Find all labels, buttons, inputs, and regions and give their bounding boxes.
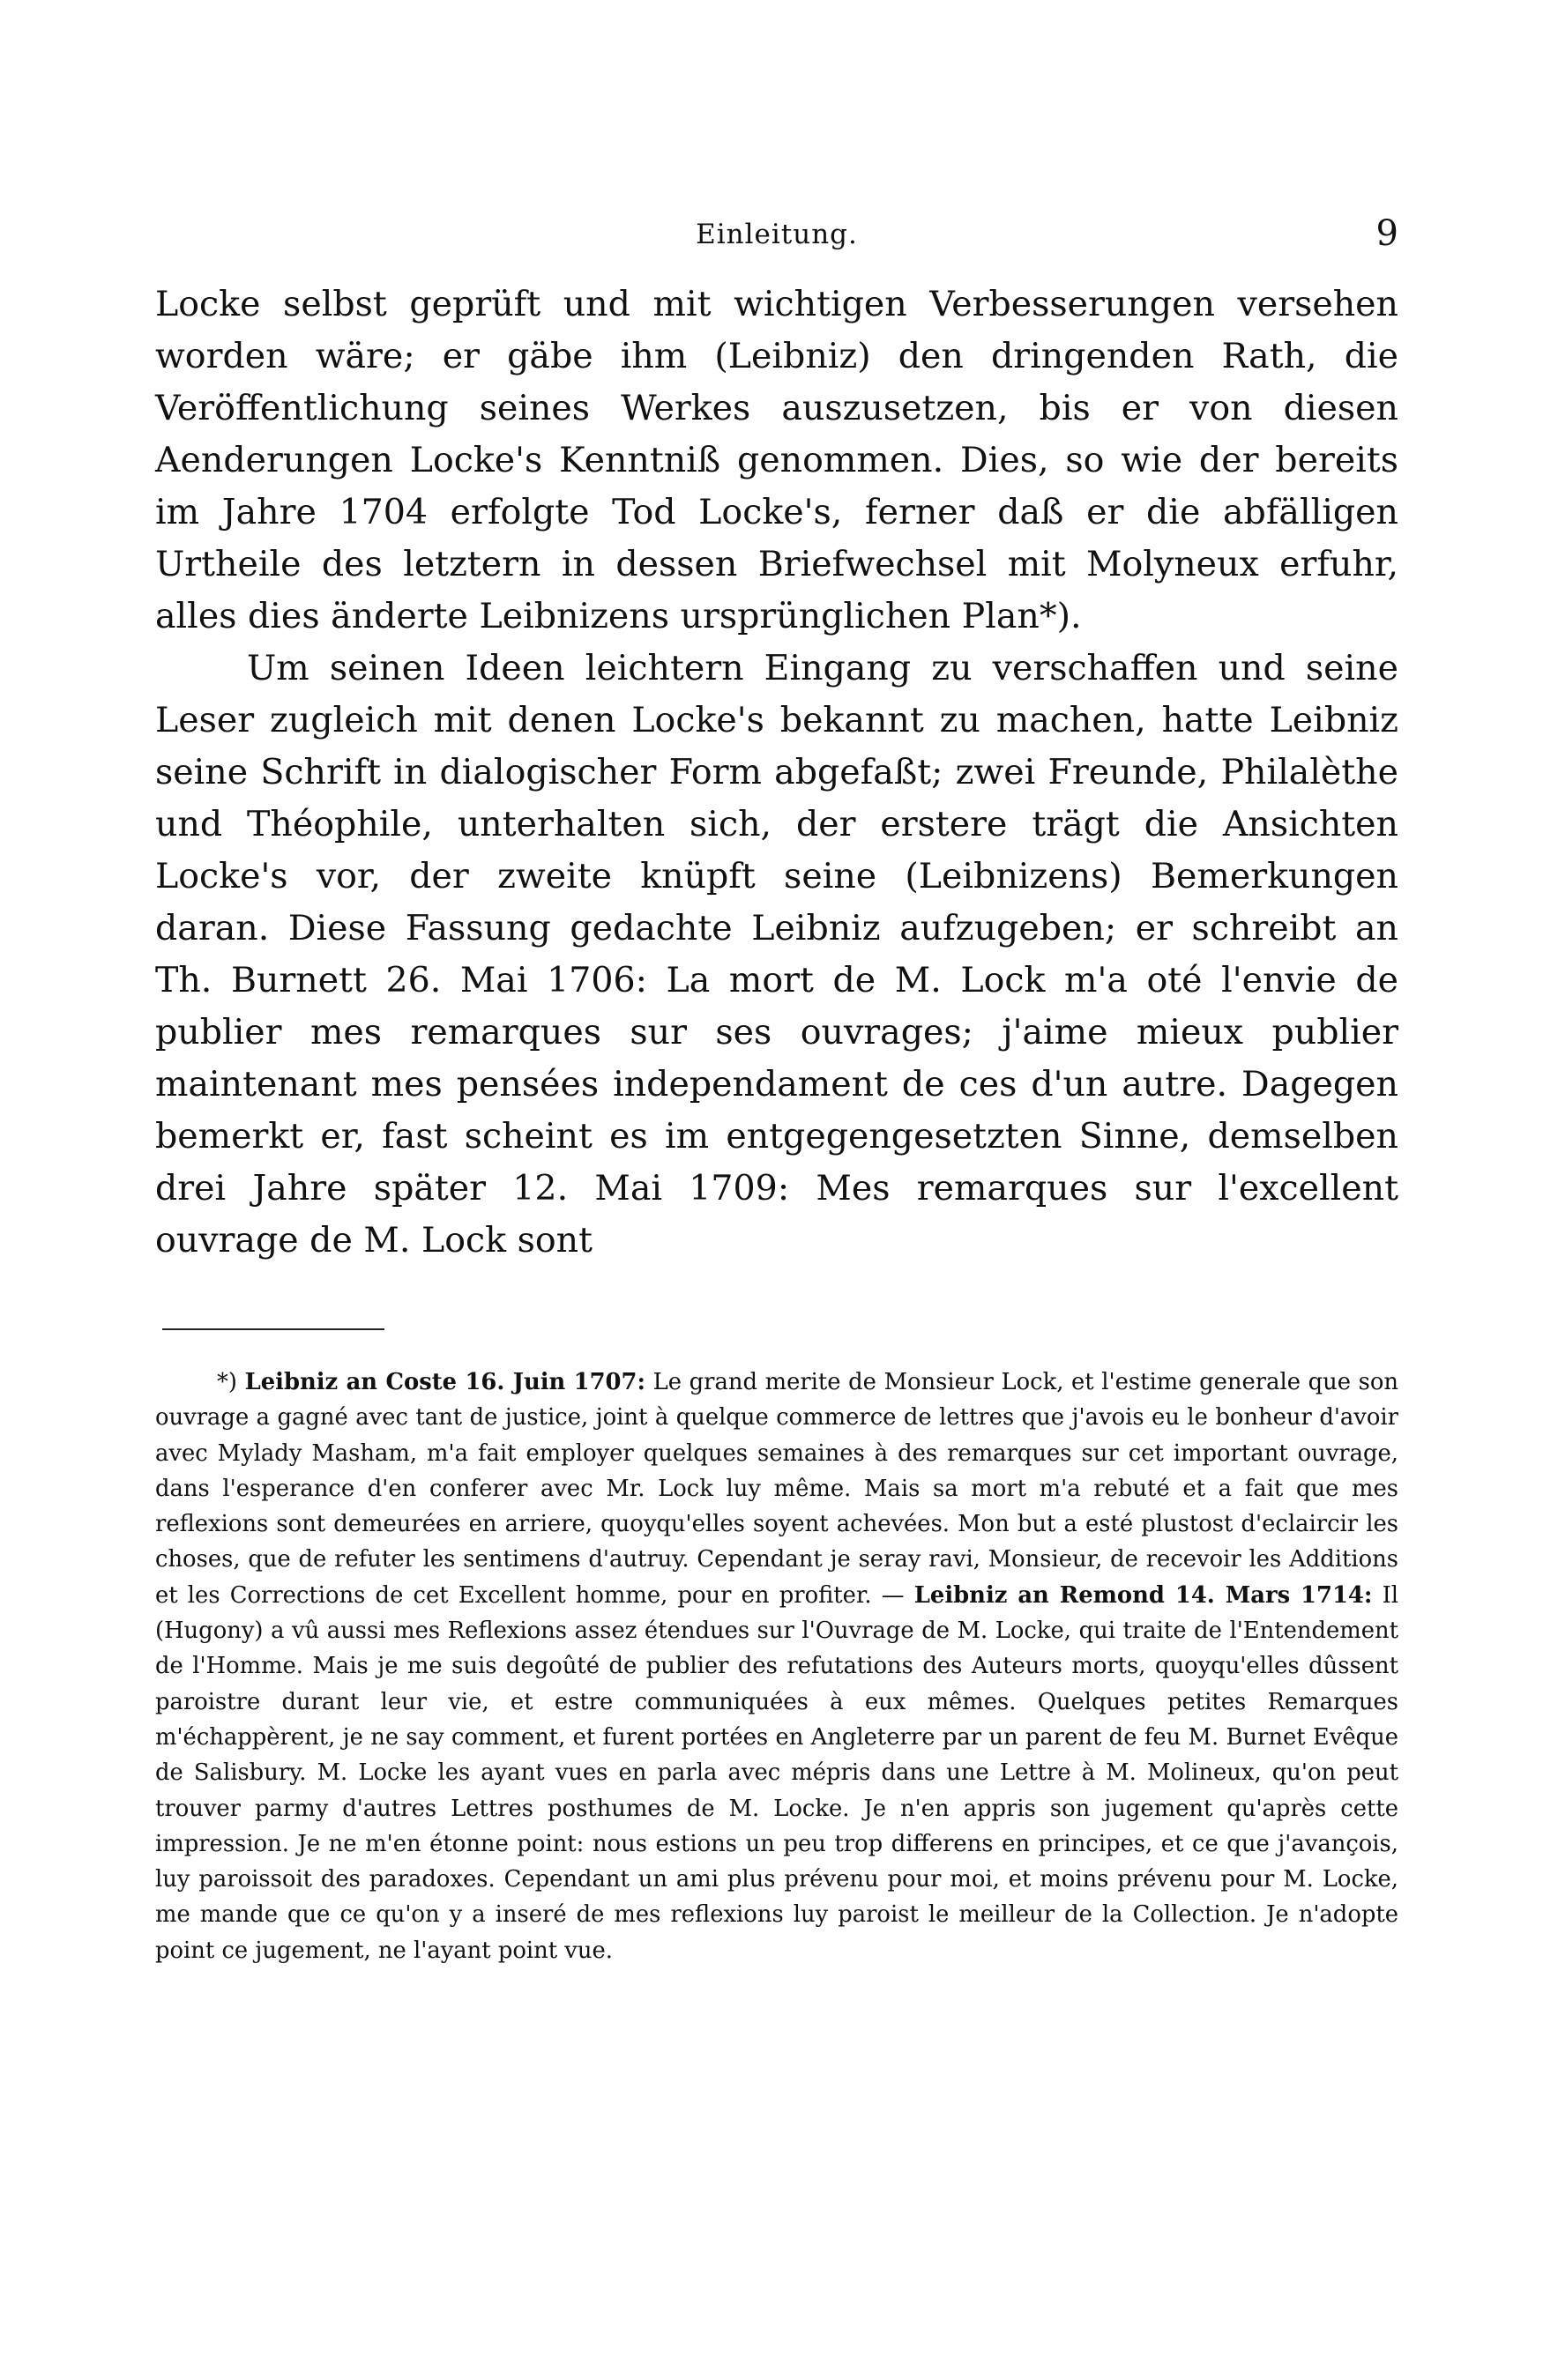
paragraph-continued: Locke selbst geprüft und mit wichtigen Verbesserungen versehen worden wäre; er gäbe ihm (Leibniz) den dringenden Rath, die Veröffentlichung seines Werkes auszusetzen, bis er von diesen Aenderungen Locke's Kenntniß genommen. Dies, so wie der bereits im Jahre 1704 erfolgte Tod Locke's, ferner daß er die abfälligen Urtheile des letztern in dessen Briefwechsel mit Molyneux erfuhr, alles dies änderte Leibnizens ursprünglichen Plan*). (155, 284, 1398, 636)
main-text (155, 279, 1398, 1267)
page-number: 9 (1375, 213, 1398, 254)
footnote-quote-coste: Le grand merite de Monsieur Lock, et l'estime generale que son ouvrage a gagné avec tant de justice, joint à quelque commerce de lettres que j'avois eu le bonheur d'avoir avec Mylady Masham, m'a fait employer quelques semaines à des remarques sur cet important ouvrage, dans l'esperance d'en conferer avec Mr. Lock luy même. Mais sa mort m'a rebuté et a fait que mes reflexions sont demeurées en arriere, quoyqu'elles soyent achevées. Mon but a esté plustost d'eclaircir les choses, que de refuter les sentimens d'autruy. Cependant je seray ravi, Monsieur, de recevoir les Additions et les Corrections de cet Excellent homme, pour en profiter. — (155, 1369, 1398, 1609)
footnote-citation-remond: Leibniz an Remond 14. Mars 1714: (913, 1581, 1373, 1609)
footnote-paragraph (155, 1365, 1398, 1968)
footnote-citation-coste: Leibniz an Coste 16. Juin 1707: (244, 1369, 645, 1395)
footnote-separator (162, 1328, 384, 1330)
footnote-marker: *) (217, 1369, 237, 1395)
paragraph-dialogue-form: Um seinen Ideen leichtern Eingang zu verschaffen und seine Leser zugleich mit denen Locke's bekannt zu machen, hatte Leibniz seine Schrift in dialogischer Form abgefaßt; zwei Freunde, Philalèthe und Théophile, unterhalten sich, der erstere trägt die Ansichten Locke's vor, der zweite knüpft seine (Leibnizens) Bemerkungen daran. Diese Fassung gedachte Leibniz aufzugeben; er schreibt an Th. Burnett 26. Mai 1706: La mort de M. Lock m'a oté l'envie de publier mes remarques sur ses ouvrages; j'aime mieux publier maintenant mes pensées independament de ces d'un autre. Dagegen bemerkt er, fast scheint es im entgegengesetzten Sinne, demselben drei Jahre später 12. Mai 1709: Mes remarques sur l'excellent ouvrage de M. Lock sont (155, 648, 1398, 1261)
footnote (155, 1365, 1398, 1968)
page-header (155, 213, 1398, 263)
running-title: Einleitung. (696, 219, 858, 250)
footnote-quote-remond: Il (Hugony) a vû aussi mes Reflexions assez étendues sur l'Ouvrage de M. Locke, qui traite de l'Entendement de l'Homme. Mais je me suis degoûté de publier des refutations des Auteurs morts, quoyqu'elles dûssent paroistre durant leur vie, et estre communiquées à eux mêmes. Quelques petites Remarques m'échappèrent, je ne say comment, et furent portées en Angleterre par un parent de feu M. Burnet Evêque de Salisbury. M. Locke les ayant vues en parla avec mépris dans une Lettre à M. Molineux, qu'on peut trouver parmy d'autres Lettres posthumes de M. Locke. Je n'en appris son jugement qu'après cette impression. Je ne m'en étonne point: nous estions un peu trop differens en principes, et ce que j'avançois, luy paroissoit des paradoxes. Cependant un ami plus prévenu pour moi, et moins prévenu pour M. Locke, me mande que ce qu'on y a inseré de mes reflexions luy paroist le meilleur de la Collection. Je n'adopte point ce jugement, ne l'ayant point vue. (155, 1581, 1399, 1964)
